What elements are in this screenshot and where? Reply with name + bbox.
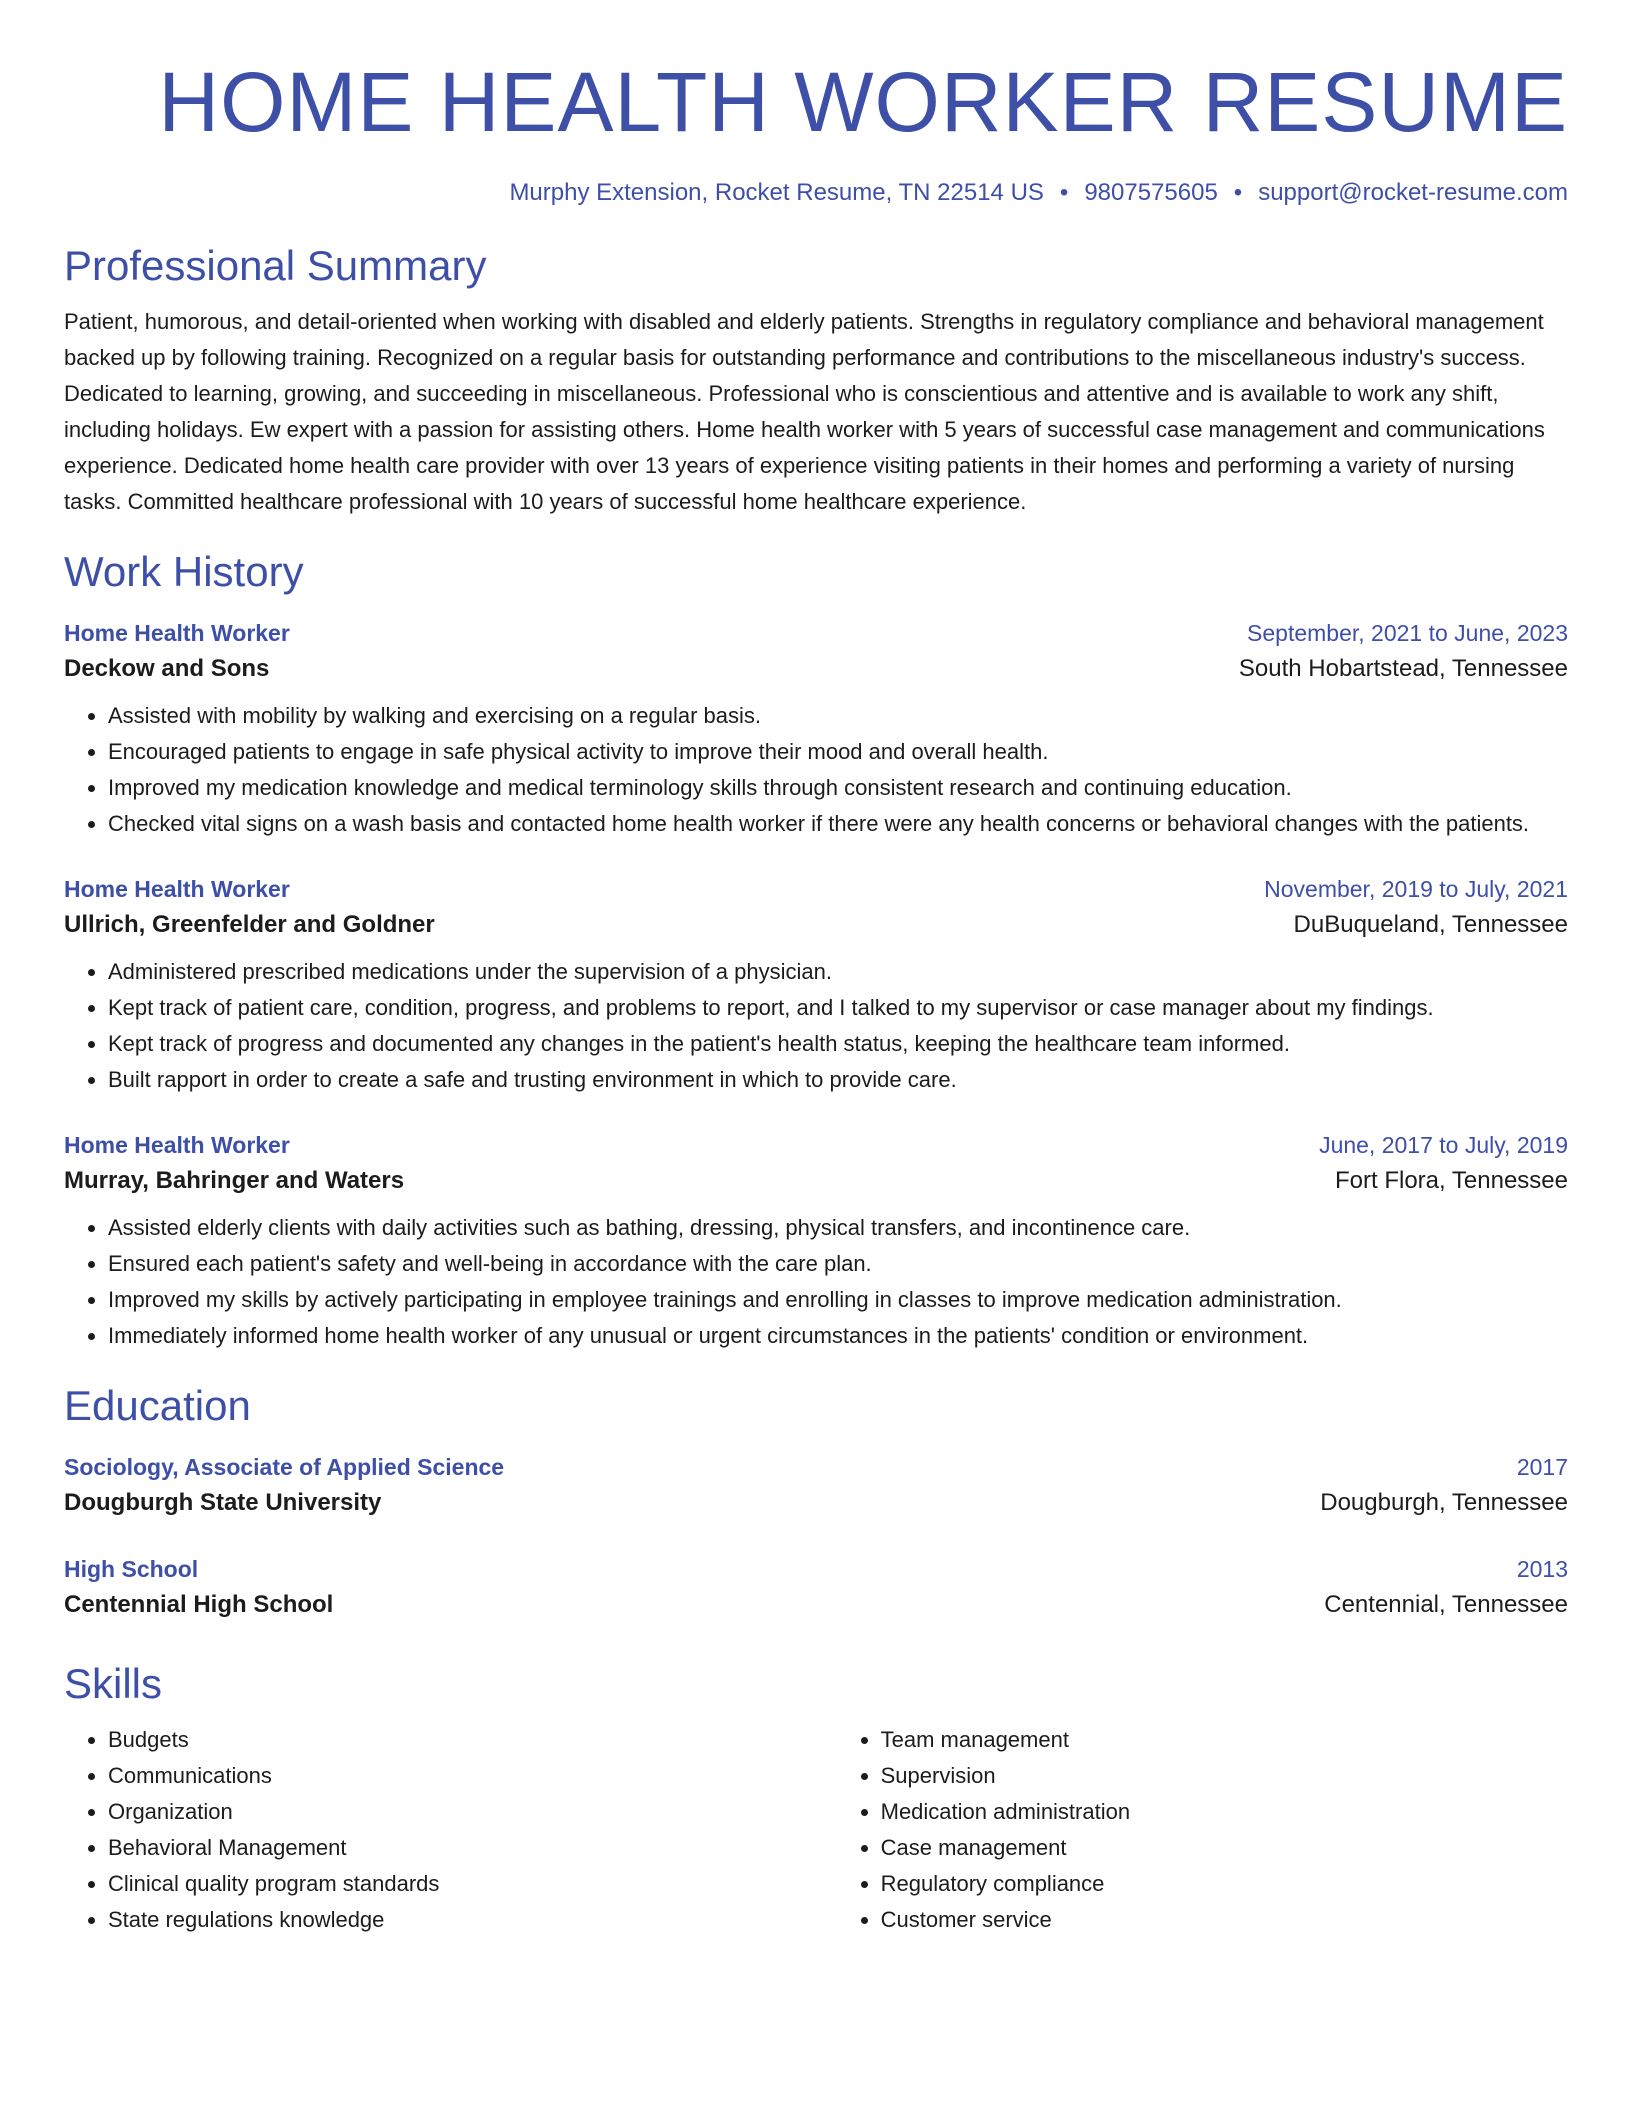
job-bullets bbox=[64, 954, 1568, 1098]
skill-item: • Budgets bbox=[108, 1722, 837, 1758]
job-bullet: • Improved my medication knowledge and medical terminology skills through consistent research and continuing education. bbox=[108, 770, 1568, 806]
job-bullet: • Immediately informed home health worker of any unusual or urgent circumstances in the patients' condition or environment. bbox=[108, 1318, 1568, 1354]
job-bullet: • Kept track of progress and documented any changes in the patient's health status, keeping the healthcare team informed. bbox=[108, 1026, 1568, 1062]
education-location: Dougburgh, Tennessee bbox=[1320, 1489, 1568, 1516]
skill-item: • Clinical quality program standards bbox=[108, 1866, 837, 1902]
job-role: Home Health Worker bbox=[64, 876, 290, 902]
job-dates: June, 2017 to July, 2019 bbox=[1319, 1132, 1568, 1158]
job-entry bbox=[64, 616, 1568, 842]
skill-item: • Customer service bbox=[881, 1902, 1568, 1938]
education-heading: Education bbox=[64, 1382, 251, 1429]
job-bullet: • Improved my skills by actively participating in employee trainings and enrolling in classes to improve medication administration. bbox=[108, 1282, 1568, 1318]
education-degree: High School bbox=[64, 1556, 199, 1582]
contact-email: support@rocket-resume.com bbox=[1258, 179, 1568, 206]
summary-heading: Professional Summary bbox=[64, 242, 487, 289]
education-year: 2013 bbox=[1516, 1556, 1568, 1582]
skill-item: • Regulatory compliance bbox=[881, 1866, 1568, 1902]
skill-item: • Behavioral Management bbox=[108, 1830, 837, 1866]
job-bullet: • Checked vital signs on a wash basis and contacted home health worker if there were any health concerns or behavioral changes with the patients. bbox=[108, 806, 1568, 842]
job-bullet: • Encouraged patients to engage in safe physical activity to improve their mood and overall health. bbox=[108, 734, 1568, 770]
job-bullets bbox=[64, 698, 1568, 842]
job-entry bbox=[64, 872, 1568, 1098]
contact-separator: • bbox=[1059, 179, 1069, 206]
resume-title: HOME HEALTH WORKER RESUME bbox=[158, 55, 1568, 149]
job-location: Fort Flora, Tennessee bbox=[1334, 1167, 1568, 1194]
skill-item: • State regulations knowledge bbox=[108, 1902, 837, 1938]
education-entry bbox=[64, 1450, 1568, 1522]
skill-item: • Organization bbox=[108, 1794, 837, 1830]
job-location: South Hobartstead, Tennessee bbox=[1238, 655, 1568, 682]
job-company: Ullrich, Greenfelder and Goldner bbox=[64, 911, 435, 938]
skill-item: • Team management bbox=[881, 1722, 1568, 1758]
contact-phone: 9807575605 bbox=[1084, 179, 1218, 206]
job-bullet: • Ensured each patient's safety and well-being in accordance with the care plan. bbox=[108, 1246, 1568, 1282]
job-company: Murray, Bahringer and Waters bbox=[64, 1167, 405, 1194]
education-year: 2017 bbox=[1516, 1454, 1568, 1480]
job-bullet: • Assisted with mobility by walking and exercising on a regular basis. bbox=[108, 698, 1568, 734]
contact-address: Murphy Extension, Rocket Resume, TN 22514 US bbox=[509, 179, 1044, 206]
resume-page bbox=[64, 0, 1568, 1938]
summary-text: Patient, humorous, and detail-oriented when working with disabled and elderly patients. Strengths in regulatory compliance and behavioral management backed up by following training. Recognized on a regular basis for outstanding performance and contributions to the miscellaneous industry's success. Dedicated to learning, growing, and succeeding in miscellaneous. Professional who is conscientious and attentive and is available to work any shift, including holidays. Ew expert with a passion for assisting others. Home health worker with 5 years of successful case management and communications experience. Dedicated home health care provider with over 13 years of experience visiting patients in their homes and performing a variety of nursing tasks. Committed healthcare professional with 10 years of successful home healthcare experience. bbox=[64, 309, 1545, 514]
education-entry bbox=[64, 1552, 1568, 1624]
education-school: Centennial High School bbox=[64, 1591, 334, 1618]
education-school: Dougburgh State University bbox=[64, 1489, 382, 1516]
job-bullets bbox=[64, 1210, 1568, 1354]
skills-heading: Skills bbox=[64, 1660, 163, 1707]
contact-separator: • bbox=[1233, 179, 1243, 206]
job-bullet: • Built rapport in order to create a safe and trusting environment in which to provide care. bbox=[108, 1062, 1568, 1098]
job-dates: November, 2019 to July, 2021 bbox=[1264, 876, 1568, 902]
work-history-heading: Work History bbox=[64, 548, 304, 595]
skills-list-left bbox=[64, 1722, 837, 1938]
job-entry bbox=[64, 1128, 1568, 1354]
job-dates: September, 2021 to June, 2023 bbox=[1247, 620, 1568, 646]
skill-item: • Medication administration bbox=[881, 1794, 1568, 1830]
skills-list-right bbox=[837, 1722, 1568, 1938]
skill-item: • Communications bbox=[108, 1758, 837, 1794]
job-location: DuBuqueland, Tennessee bbox=[1293, 911, 1568, 938]
education-degree: Sociology, Associate of Applied Science bbox=[64, 1454, 505, 1480]
job-bullet: • Administered prescribed medications under the supervision of a physician. bbox=[108, 954, 1568, 990]
skills-grid bbox=[64, 1722, 1568, 1938]
skill-item: • Supervision bbox=[881, 1758, 1568, 1794]
job-bullet: • Kept track of patient care, condition, progress, and problems to report, and I talked to my supervisor or case manager about my findings. bbox=[108, 990, 1568, 1026]
job-company: Deckow and Sons bbox=[64, 655, 270, 682]
education-location: Centennial, Tennessee bbox=[1324, 1591, 1568, 1618]
contact-line bbox=[64, 178, 1568, 208]
job-role: Home Health Worker bbox=[64, 1132, 290, 1158]
job-bullet: • Assisted elderly clients with daily activities such as bathing, dressing, physical transfers, and incontinence care. bbox=[108, 1210, 1568, 1246]
skill-item: • Case management bbox=[881, 1830, 1568, 1866]
job-role: Home Health Worker bbox=[64, 620, 290, 646]
